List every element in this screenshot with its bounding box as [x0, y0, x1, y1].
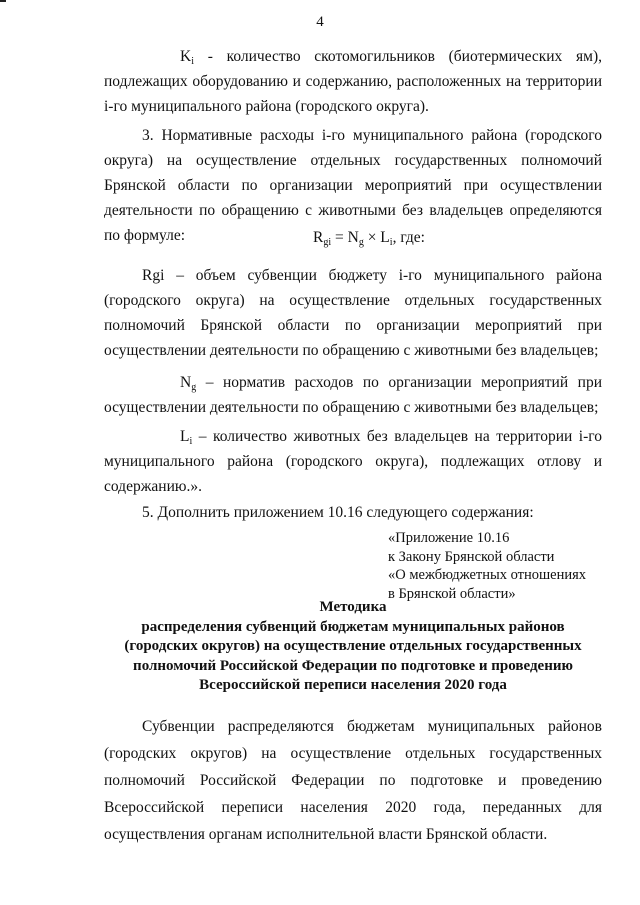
- methodology-title: [104, 598, 602, 696]
- paragraph-k-text: - количество скотомогильников (биотермических ям), подлежащих оборудованию и содержанию, расположенных на территории i-го муниципального района (городского округа).: [104, 48, 602, 115]
- paragraph-final: Субвенции распределяются бюджетам муниципальных районов (городских округов) на осуществление отдельных государственных полномочий Российской Федерации по подготовке и проведению Всероссийской переписи населения 2020 года, переданных для осуществления органам исполнительной власти Брянской области.: [104, 718, 602, 843]
- symbol-ng: [142, 370, 196, 395]
- formula-times-l: × L: [363, 229, 390, 246]
- title-line-2: распределения субвенций бюджетам муниципальных районов (городских округов) на осуществление отдельных государственных полномочий Российской Федерации по подготовке и проведению Всероссийской переписи населения 2020 года: [124, 618, 582, 693]
- definition-ng-text: – норматив расходов по организации мероприятий при осуществлении деятельности по обращению с животными без владельцев;: [104, 374, 602, 416]
- symbol-k-letter: K: [180, 48, 192, 65]
- appendix-heading: [388, 529, 586, 603]
- definition-ng: [104, 370, 602, 420]
- formula-l-subscript: i: [389, 237, 393, 248]
- symbol-li-letter: L: [180, 428, 190, 445]
- symbol-li: [142, 424, 192, 449]
- formula-tail: , где:: [392, 229, 425, 246]
- page-number: 4: [316, 14, 324, 30]
- appendix-line-2: к Закону Брянской области: [388, 548, 555, 565]
- appendix-line-3: «О межбюджетных отношениях: [388, 567, 587, 583]
- formula-equals-n: = N: [331, 229, 359, 246]
- definition-rgi: Rgi – объем субвенции бюджету i-го муниципального района (городского округа) на осуществление отдельных государственных полномочий Брянской области по организации мероприятий при осуществлении деятельности по обращению с животными без владельцев;: [104, 267, 602, 359]
- symbol-k-subscript: i: [191, 56, 194, 67]
- appendix-line-1: «Приложение 10.16: [388, 530, 510, 546]
- title-line-1: Методика: [319, 599, 387, 615]
- formula-r-subscript: gi: [323, 237, 332, 248]
- symbol-k: [142, 44, 194, 69]
- formula-r: R: [313, 229, 324, 246]
- symbol-li-subscript: i: [189, 436, 193, 447]
- scan-corner-mark: [0, 0, 6, 2]
- appendix-line-4: в Брянской области»: [388, 585, 516, 602]
- formula-n-subscript: g: [358, 237, 364, 248]
- symbol-ng-letter: N: [180, 374, 192, 391]
- definition-li: [104, 424, 602, 499]
- definition-li-text: – количество животных без владельцев на территории i-го муниципального района (городского округа), подлежащих отлову и содержанию.».: [104, 428, 602, 495]
- symbol-ng-subscript: g: [191, 382, 197, 393]
- paragraph-3: 3. Нормативные расходы i-го муниципального района (городского округа) на осуществление отдельных государственных полномочий Брянской области по организации мероприятий при осуществлении деятельности по обращению с животными без владельцев определяются по формуле:: [104, 127, 602, 244]
- paragraph-5: 5. Дополнить приложением 10.16 следующего содержания:: [142, 504, 534, 521]
- paragraph-k-definition: [104, 44, 602, 119]
